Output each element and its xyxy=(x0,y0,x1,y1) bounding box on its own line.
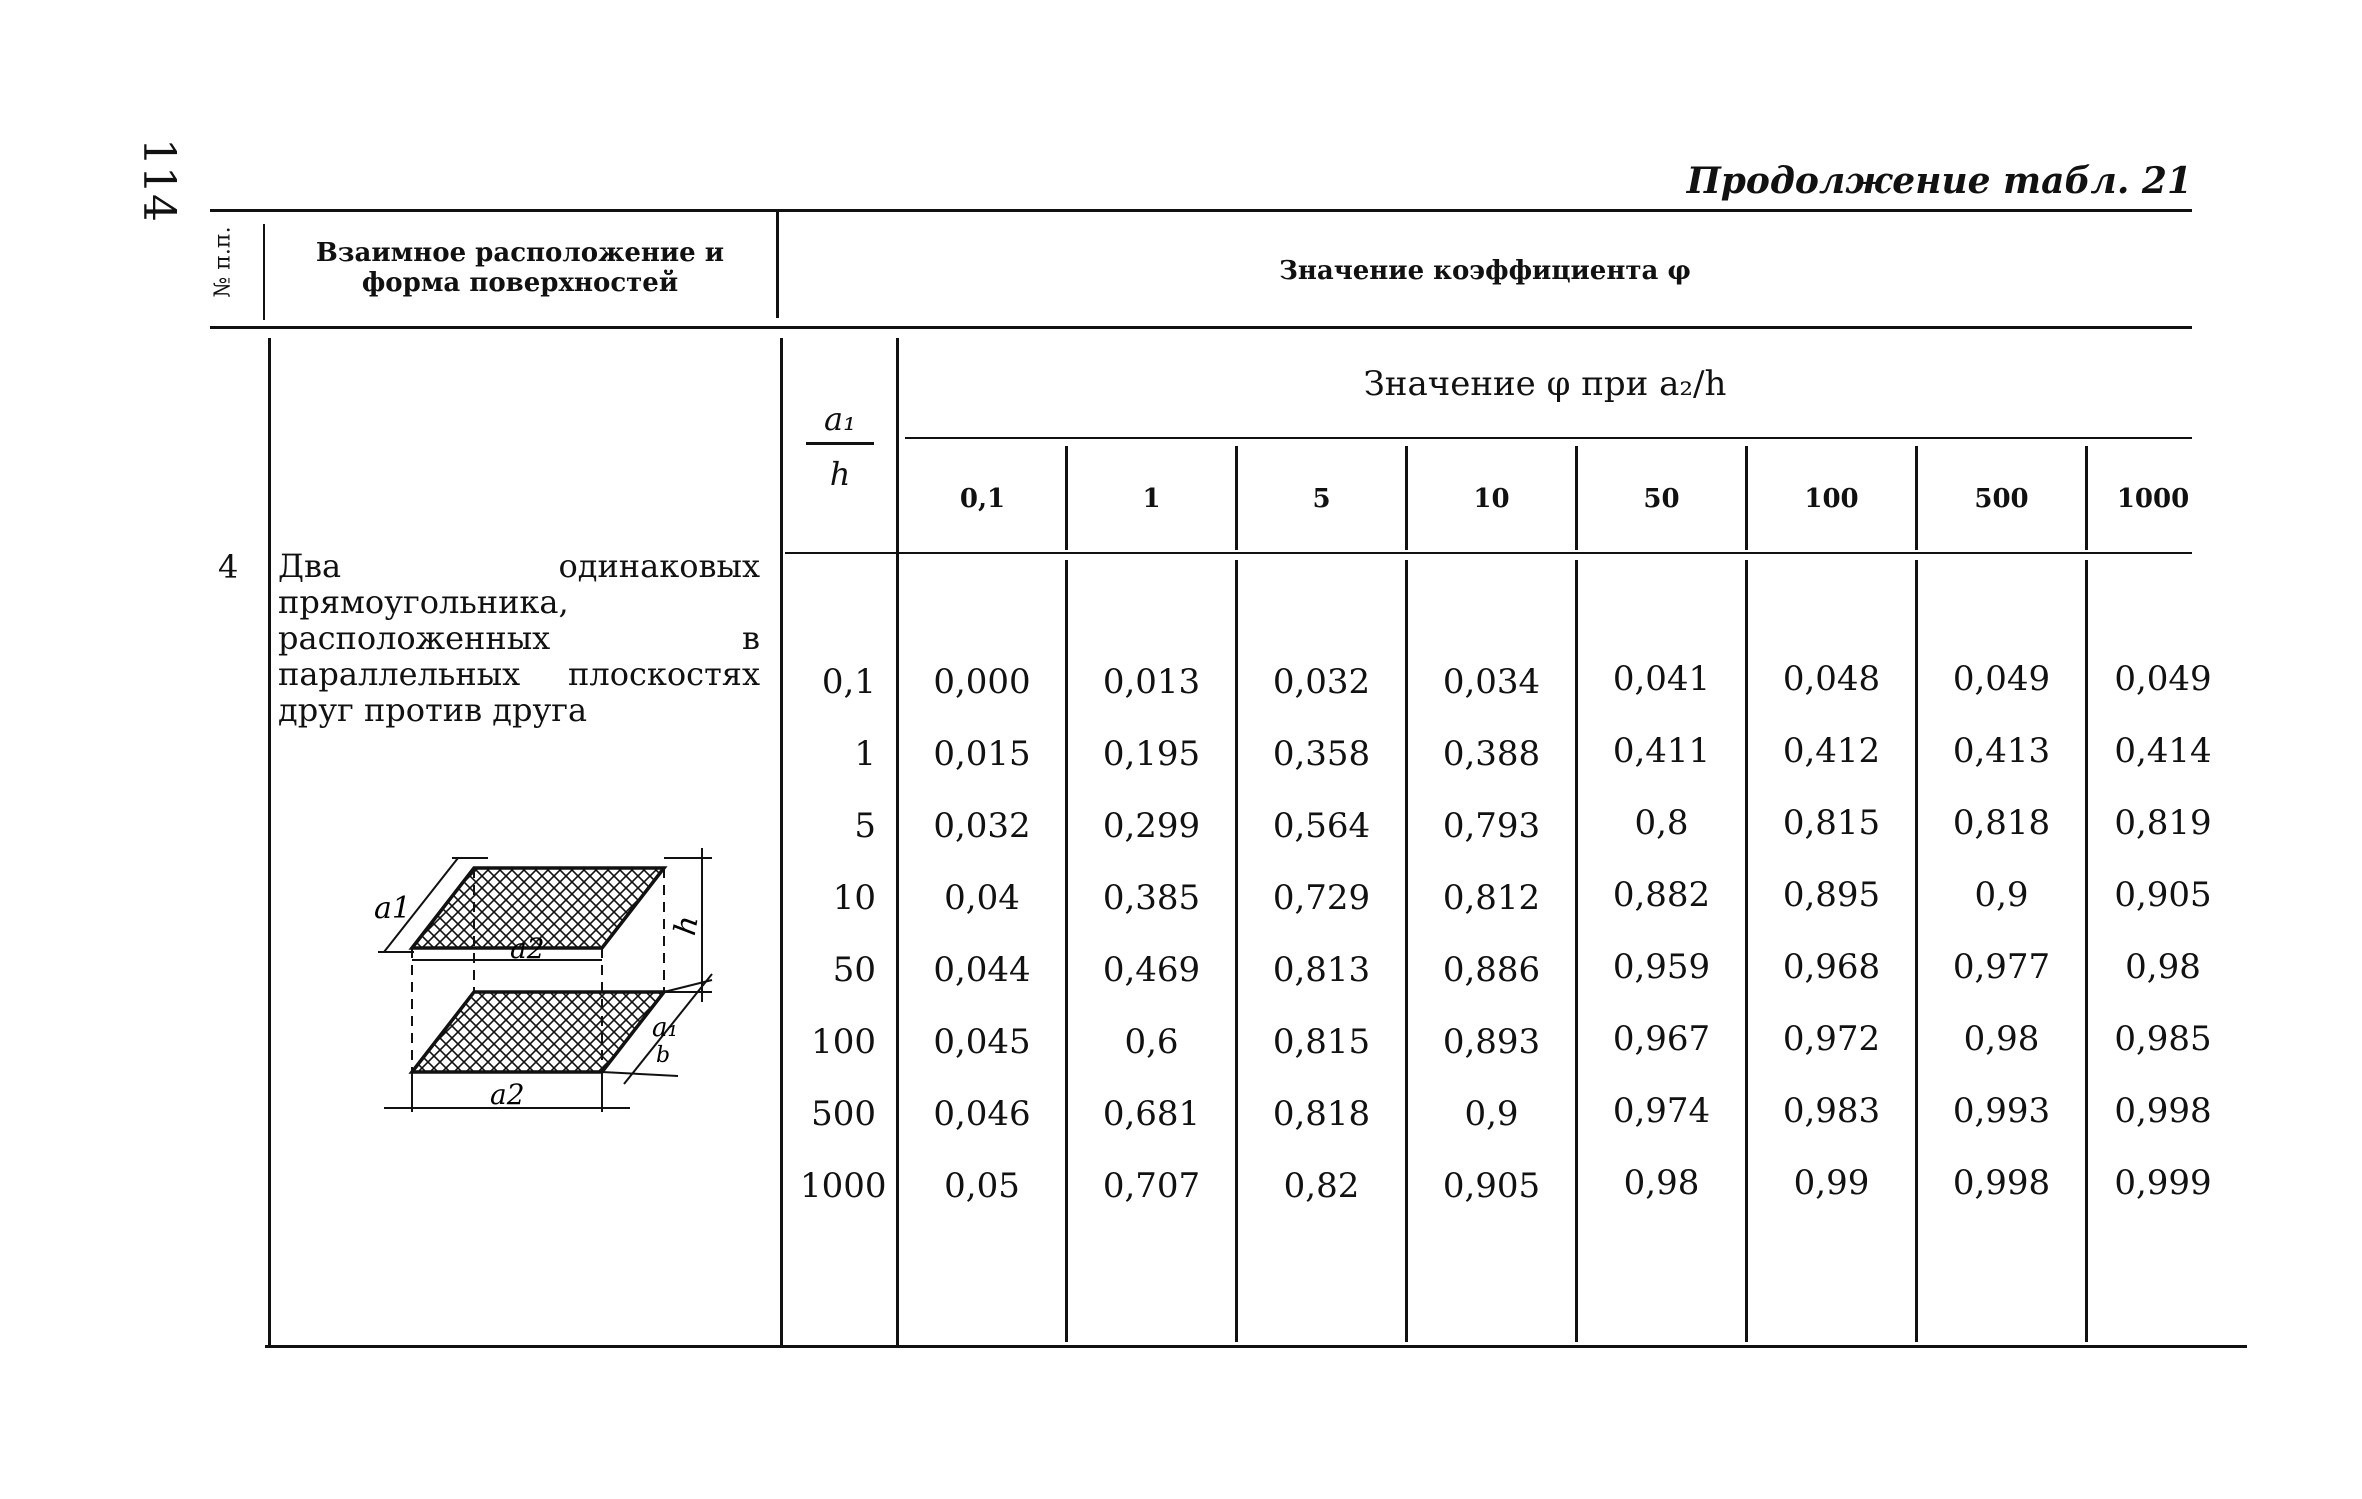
table-cell: 0,98 xyxy=(2125,947,2201,987)
table-cell: 0,983 xyxy=(1782,1091,1881,1131)
row-label: 0,1 xyxy=(821,662,876,702)
table-cell: 0,469 xyxy=(1102,950,1201,990)
row-label: 1000 xyxy=(800,1166,887,1206)
column-header: 1000 xyxy=(2116,484,2190,514)
header-description: Взаимное расположение и форма поверхностей xyxy=(315,238,725,298)
ratio-numerator: a₁ xyxy=(806,400,874,445)
table-cell: 0,905 xyxy=(2114,875,2212,915)
table-cell: 0,032 xyxy=(1272,662,1371,702)
table-cell: 0,993 xyxy=(1952,1091,2051,1131)
table-cell: 0,959 xyxy=(1612,947,1711,987)
table-cell: 0,413 xyxy=(1952,731,2051,771)
table-cell: 0,049 xyxy=(2114,659,2212,699)
column-header: 10 xyxy=(1473,484,1510,514)
table-cell: 0,818 xyxy=(1952,803,2051,843)
header-number xyxy=(198,212,248,312)
table-cell: 0,998 xyxy=(2114,1091,2212,1131)
column-header: 5 xyxy=(1312,484,1331,514)
diagram-label-b-right: b xyxy=(656,1043,671,1068)
table-cell: 0,049 xyxy=(1952,659,2051,699)
table-cell: 0,886 xyxy=(1442,950,1541,990)
table-cell: 0,8 xyxy=(1634,803,1689,843)
table-cell: 0,977 xyxy=(1952,947,2051,987)
table-cell: 0,9 xyxy=(1974,875,2029,915)
row-number: 4 xyxy=(218,548,239,586)
table-cell: 0,9 xyxy=(1464,1094,1519,1134)
table-cell: 0,99 xyxy=(1793,1163,1870,1203)
table-cell: 0,015 xyxy=(933,734,1031,774)
table-cell: 0,818 xyxy=(1272,1094,1371,1134)
table-cell: 0,681 xyxy=(1102,1094,1201,1134)
table-cell: 0,98 xyxy=(1963,1019,2040,1059)
diagram-label-h: h xyxy=(667,912,706,938)
column-header: 0,1 xyxy=(959,484,1006,514)
header-divider-desc xyxy=(776,212,779,318)
table-cell: 0,358 xyxy=(1272,734,1371,774)
table-cell: 0,385 xyxy=(1102,878,1201,918)
table-cell: 0,815 xyxy=(1782,803,1881,843)
table-cell: 0,564 xyxy=(1272,806,1371,846)
table-caption: Продолжение табл. 21 xyxy=(1686,160,2192,202)
table-cell: 0,04 xyxy=(944,878,1020,918)
top-rule xyxy=(210,209,2192,212)
header-divider-num xyxy=(263,224,265,320)
table-cell: 0,034 xyxy=(1442,662,1541,702)
body-divider-desc xyxy=(780,338,783,1346)
table-cell: 0,974 xyxy=(1612,1091,1711,1131)
row-label: 10 xyxy=(832,878,876,918)
table-cell: 0,882 xyxy=(1612,875,1711,915)
column-header: 1 xyxy=(1142,484,1161,514)
table-cell: 0,707 xyxy=(1102,1166,1201,1206)
ratio-denominator: h xyxy=(829,455,851,493)
table-cell: 0,98 xyxy=(1623,1163,1700,1203)
table-cell: 0,968 xyxy=(1782,947,1881,987)
row-label: 1 xyxy=(854,734,876,774)
table-cell: 0,041 xyxy=(1612,659,1711,699)
table-cell: 0,813 xyxy=(1272,950,1371,990)
table-cell: 0,812 xyxy=(1442,878,1541,918)
table-cell: 0,905 xyxy=(1442,1166,1541,1206)
table-cell: 0,815 xyxy=(1272,1022,1371,1062)
table-cell: 0,967 xyxy=(1612,1019,1711,1059)
table-cell: 0,6 xyxy=(1124,1022,1179,1062)
body-divider-num xyxy=(268,338,271,1346)
row-label: 500 xyxy=(811,1094,876,1134)
row-label: 100 xyxy=(811,1022,876,1062)
table-cell: 0,195 xyxy=(1102,734,1201,774)
table-cell: 0,895 xyxy=(1782,875,1881,915)
table-cell: 0,388 xyxy=(1442,734,1541,774)
table-cell: 0,793 xyxy=(1442,806,1541,846)
ratio-header xyxy=(790,400,890,493)
header-rule xyxy=(210,326,2192,329)
table-cell: 0,893 xyxy=(1442,1022,1541,1062)
diagram-label-a2-top: a2 xyxy=(510,932,545,965)
diagram-label-a2-bottom: a2 xyxy=(490,1078,525,1111)
table-cell: 0,013 xyxy=(1102,662,1201,702)
diagram-label-a-right: a₁ xyxy=(652,1013,678,1043)
table-cell: 0,999 xyxy=(2114,1163,2212,1203)
table-cell: 0,985 xyxy=(2114,1019,2212,1059)
table-cell: 0,998 xyxy=(1952,1163,2051,1203)
column-header: 100 xyxy=(1804,484,1859,514)
subheader-title: Значение φ при a₂/h xyxy=(1363,364,1727,404)
row-label: 50 xyxy=(832,950,876,990)
parallel-rectangles-diagram xyxy=(362,840,742,1130)
table-cell: 0,045 xyxy=(933,1022,1031,1062)
table-cell: 0,412 xyxy=(1782,731,1881,771)
table-cell: 0,046 xyxy=(933,1094,1031,1134)
table-cell: 0,414 xyxy=(2114,731,2212,771)
subheader-rule xyxy=(905,437,2192,439)
table-cell: 0,972 xyxy=(1782,1019,1881,1059)
table-cell: 0,82 xyxy=(1283,1166,1360,1206)
table-cell: 0,000 xyxy=(933,662,1031,702)
table-cell: 0,729 xyxy=(1272,878,1371,918)
header-value: Значение коэффициента φ xyxy=(1279,256,1691,286)
header-number-label: № п.п. xyxy=(210,226,236,298)
column-header: 50 xyxy=(1643,484,1680,514)
page-number: 114 xyxy=(133,138,184,222)
diagram-label-a1: a1 xyxy=(374,891,411,926)
column-header-rule xyxy=(785,552,2192,554)
table-cell: 0,819 xyxy=(2114,803,2212,843)
bottom-rule xyxy=(265,1345,2247,1348)
table-cell: 0,299 xyxy=(1102,806,1201,846)
row-label: 5 xyxy=(854,806,876,846)
row-description: Два одинаковых прямоугольника, расположенных в параллельных плоскостях друг против друга xyxy=(278,547,760,729)
table-cell: 0,032 xyxy=(933,806,1031,846)
table-cell: 0,044 xyxy=(933,950,1031,990)
table-cell: 0,411 xyxy=(1612,731,1711,771)
table-cell: 0,05 xyxy=(944,1166,1020,1206)
column-header: 500 xyxy=(1974,484,2029,514)
table-cell: 0,048 xyxy=(1782,659,1881,699)
